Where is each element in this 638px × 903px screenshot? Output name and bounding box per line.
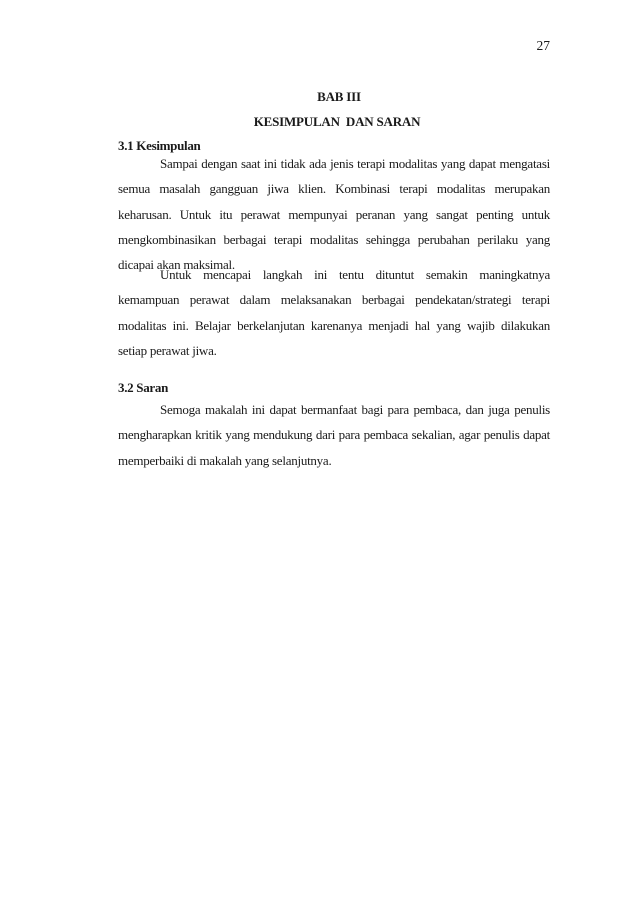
paragraph-kesimpulan-1: Sampai dengan saat ini tidak ada jenis terapi modalitas yang dapat mengatasi semua masalah gangguan jiwa klien. Kombinasi terapi modalitas merupakan keharusan. Untuk itu perawat mempunyai peranan yang sangat penting untuk mengkombinasikan berbagai terapi modalitas sehingga perubahan perilaku yang dicapai akan maksimal. — [118, 156, 550, 273]
section-heading-kesimpulan: 3.1 Kesimpulan — [118, 138, 201, 153]
page-number: 27 — [536, 38, 550, 53]
chapter-title: KESIMPULAN DAN SARAN — [253, 114, 421, 129]
paragraph-kesimpulan-2: Untuk mencapai langkah ini tentu dituntut semakin maningkatnya kemampuan perawat dalam melaksanakan berbagai pendekatan/strategi terapi modalitas ini. Belajar berkelanjutan karenanya menjadi hal yang wajib dilakukan setiap perawat jiwa. — [118, 267, 550, 358]
paragraph-saran-1: Semoga makalah ini dapat bermanfaat bagi para pembaca, dan juga penulis mengharapkan kritik yang mendukung dari para pembaca sekalian, agar penulis dapat memperbaiki di makalah yang selanjutnya. — [118, 402, 550, 468]
section-heading-saran: 3.2 Saran — [118, 380, 169, 395]
chapter-label: BAB III — [317, 89, 361, 104]
